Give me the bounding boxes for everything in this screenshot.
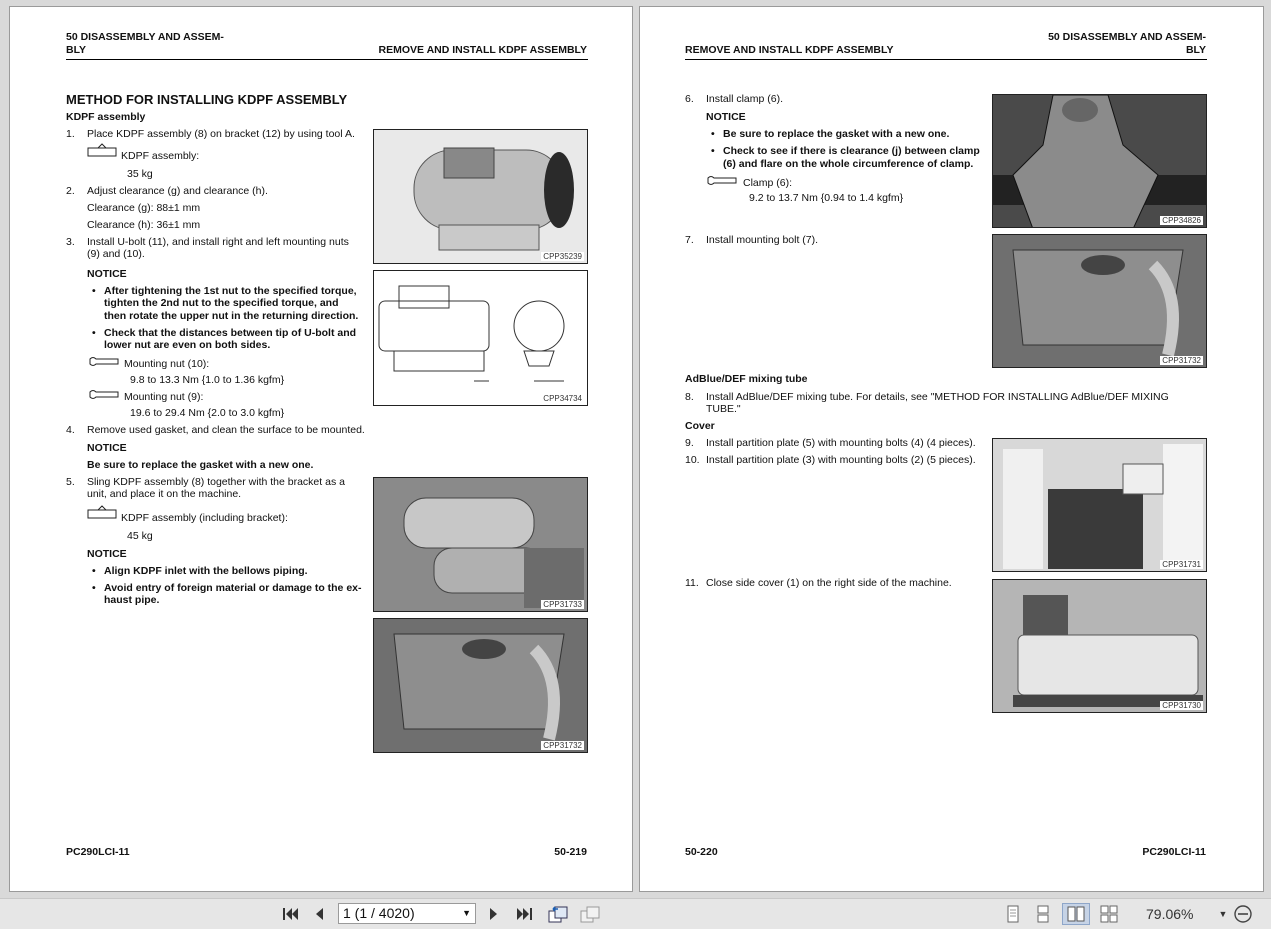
wrench-icon xyxy=(88,356,120,368)
notice-2-line1: Check that the distances between tip of U-bolt and xyxy=(104,327,357,339)
bullet: • xyxy=(92,285,96,297)
figure-code: CPP34734 xyxy=(543,394,582,403)
step-6-text: Install clamp (6). xyxy=(706,93,784,105)
notice-gasket: Be sure to replace the gasket with a new one. xyxy=(87,459,314,471)
figure-kdpf-on-bracket xyxy=(373,129,588,264)
figure-side-cover xyxy=(992,579,1207,713)
step-number: 11. xyxy=(685,577,699,589)
page-number-select[interactable] xyxy=(338,903,476,924)
back-view-icon[interactable] xyxy=(546,903,570,925)
header-section-line2: BLY xyxy=(1185,44,1206,56)
figure-kdpf-installed xyxy=(373,477,588,612)
footer-page-number: 50-219 xyxy=(554,846,587,858)
viewer-toolbar xyxy=(0,898,1271,929)
page-number-value: 1 (1 / 4020) xyxy=(343,905,415,921)
step-11-text: Close side cover (1) on the right side of the machine. xyxy=(706,577,952,589)
step-3-text: Install U-bolt (11), and install right and left mounting nuts xyxy=(87,236,349,248)
bullet: • xyxy=(92,327,96,339)
section-title: METHOD FOR INSTALLING KDPF ASSEMBLY xyxy=(66,92,348,107)
figure-code: CPP31730 xyxy=(1162,701,1201,710)
torque-value: 19.6 to 29.4 Nm {2.0 to 3.0 kgfm} xyxy=(130,407,285,419)
continuous-icon[interactable] xyxy=(1032,903,1054,925)
torque-value: 9.8 to 13.3 Nm {1.0 to 1.36 kgfm} xyxy=(130,374,285,386)
step-number: 1. xyxy=(66,128,75,140)
header-section xyxy=(66,31,224,57)
figure-code: CPP31732 xyxy=(543,741,582,750)
next-page-icon[interactable] xyxy=(484,903,504,925)
notice-label: NOTICE xyxy=(87,442,127,454)
step-9-text: Install partition plate (5) with mounting bolts (4) (4 pieces). xyxy=(706,437,976,449)
figure-code: CPP31731 xyxy=(1162,560,1201,569)
torque-label: Mounting nut (10): xyxy=(124,358,210,370)
step-7-text: Install mounting bolt (7). xyxy=(706,234,819,246)
notice-1-line3: then rotate the upper nut in the returning direction. xyxy=(104,310,359,322)
weight-icon xyxy=(87,143,117,157)
header-section-line2: BLY xyxy=(66,44,87,56)
weight-label: KDPF assembly (including bracket): xyxy=(121,512,288,524)
chevron-down-icon: ▼ xyxy=(462,908,471,918)
subsection-title: Cover xyxy=(685,420,715,432)
weight-label: KDPF assembly: xyxy=(121,150,200,162)
left-page xyxy=(9,6,633,892)
header-title: REMOVE AND INSTALL KDPF ASSEMBLY xyxy=(378,44,587,56)
weight-icon xyxy=(87,505,117,519)
notice-label: NOTICE xyxy=(87,548,127,560)
wrench-icon xyxy=(706,175,738,187)
weight-value: 45 kg xyxy=(127,530,153,542)
step-number: 9. xyxy=(685,437,694,449)
zoom-out-icon[interactable] xyxy=(1232,903,1254,925)
step-number: 3. xyxy=(66,236,75,248)
zoom-level[interactable]: 79.06% xyxy=(1146,906,1194,922)
figure-code: CPP31732 xyxy=(1162,356,1201,365)
notice-label: NOTICE xyxy=(87,268,127,280)
step-10-text: Install partition plate (3) with mounting bolts (2) (5 pieces). xyxy=(706,454,976,466)
prev-page-icon[interactable] xyxy=(309,903,329,925)
footer-model: PC290LCI-11 xyxy=(66,846,130,858)
figure-kdpf-diagram xyxy=(373,270,588,406)
header-section-line1: 50 DISASSEMBLY AND ASSEM- xyxy=(1048,31,1206,43)
notice-1-line1: After tightening the 1st nut to the specified torque, xyxy=(104,285,357,297)
header-rule xyxy=(685,59,1207,60)
step-5-text-cont: unit, and place it on the machine. xyxy=(87,488,242,500)
weight-value: 35 kg xyxy=(127,168,153,180)
step-number: 2. xyxy=(66,185,75,197)
notice-1-line2: tighten the 2nd nut to the specified torque, and xyxy=(104,297,339,309)
notice-label: NOTICE xyxy=(706,111,746,123)
single-page-icon[interactable] xyxy=(1002,903,1024,925)
header-title: REMOVE AND INSTALL KDPF ASSEMBLY xyxy=(685,44,894,56)
notice-2-line2: lower nut are even on both sides. xyxy=(104,339,271,351)
figure-code: CPP31733 xyxy=(543,600,582,609)
figure-code: CPP34826 xyxy=(1162,216,1201,225)
figure-clamp xyxy=(992,94,1207,228)
notice-gasket: Be sure to replace the gasket with a new one. xyxy=(723,128,950,140)
step-2-text: Adjust clearance (g) and clearance (h). xyxy=(87,185,268,197)
bullet: • xyxy=(92,582,96,594)
step-number: 10. xyxy=(685,454,700,466)
header-section-line1: 50 DISASSEMBLY AND ASSEM- xyxy=(66,31,224,43)
facing-icon[interactable] xyxy=(1062,903,1090,925)
subsection-title: AdBlue/DEF mixing tube xyxy=(685,373,808,385)
last-page-icon[interactable] xyxy=(513,903,537,925)
step-3-text-cont: (9) and (10). xyxy=(87,248,145,260)
step-number: 8. xyxy=(685,391,694,403)
torque-value: 9.2 to 13.7 Nm {0.94 to 1.4 kgfm} xyxy=(749,192,904,204)
step-5-text: Sling KDPF assembly (8) together with the bracket as a xyxy=(87,476,345,488)
notice-clearance-line2: (6) and flare on the whole circumference of clamp. xyxy=(723,158,974,170)
step-1-text: Place KDPF assembly (8) on bracket (12) by using tool A. xyxy=(87,128,355,140)
notice-foreign-line1: Avoid entry of foreign material or damage to the ex- xyxy=(104,582,362,594)
footer-model: PC290LCI-11 xyxy=(1142,846,1206,858)
step-number: 7. xyxy=(685,234,694,246)
continuous-facing-icon[interactable] xyxy=(1097,903,1121,925)
forward-view-icon[interactable] xyxy=(578,903,602,925)
step-number: 5. xyxy=(66,476,75,488)
figure-mounting-bolt xyxy=(992,234,1207,368)
clearance-g: Clearance (g): 88±1 mm xyxy=(87,202,201,214)
header-rule xyxy=(66,59,588,60)
zoom-dropdown-icon[interactable]: ▼ xyxy=(1218,909,1228,919)
header-section xyxy=(1048,31,1206,57)
figure-mounting-bolt xyxy=(373,618,588,753)
step-8-text-cont: TUBE." xyxy=(706,403,741,415)
wrench-icon xyxy=(88,389,120,401)
torque-label: Clamp (6): xyxy=(743,177,793,189)
clearance-h: Clearance (h): 36±1 mm xyxy=(87,219,201,231)
bullet: • xyxy=(711,128,715,140)
torque-label: Mounting nut (9): xyxy=(124,391,204,403)
step-number: 4. xyxy=(66,424,75,436)
step-8-text: Install AdBlue/DEF mixing tube. For details, see "METHOD FOR INSTALLING AdBlue/DEF MIXING xyxy=(706,391,1169,403)
subsection-title: KDPF assembly xyxy=(66,111,146,123)
figure-code: CPP35239 xyxy=(543,252,582,261)
step-number: 6. xyxy=(685,93,694,105)
bullet: • xyxy=(711,145,715,157)
right-page xyxy=(639,6,1264,892)
first-page-icon[interactable] xyxy=(279,903,301,925)
step-4-text: Remove used gasket, and clean the surface to be mounted. xyxy=(87,424,365,436)
footer-page-number: 50-220 xyxy=(685,846,718,858)
figure-partition-plates xyxy=(992,438,1207,572)
notice-foreign-line2: haust pipe. xyxy=(104,594,160,606)
notice-clearance-line1: Check to see if there is clearance (j) between clamp xyxy=(723,145,980,157)
bullet: • xyxy=(92,565,96,577)
notice-inlet: Align KDPF inlet with the bellows piping. xyxy=(104,565,308,577)
